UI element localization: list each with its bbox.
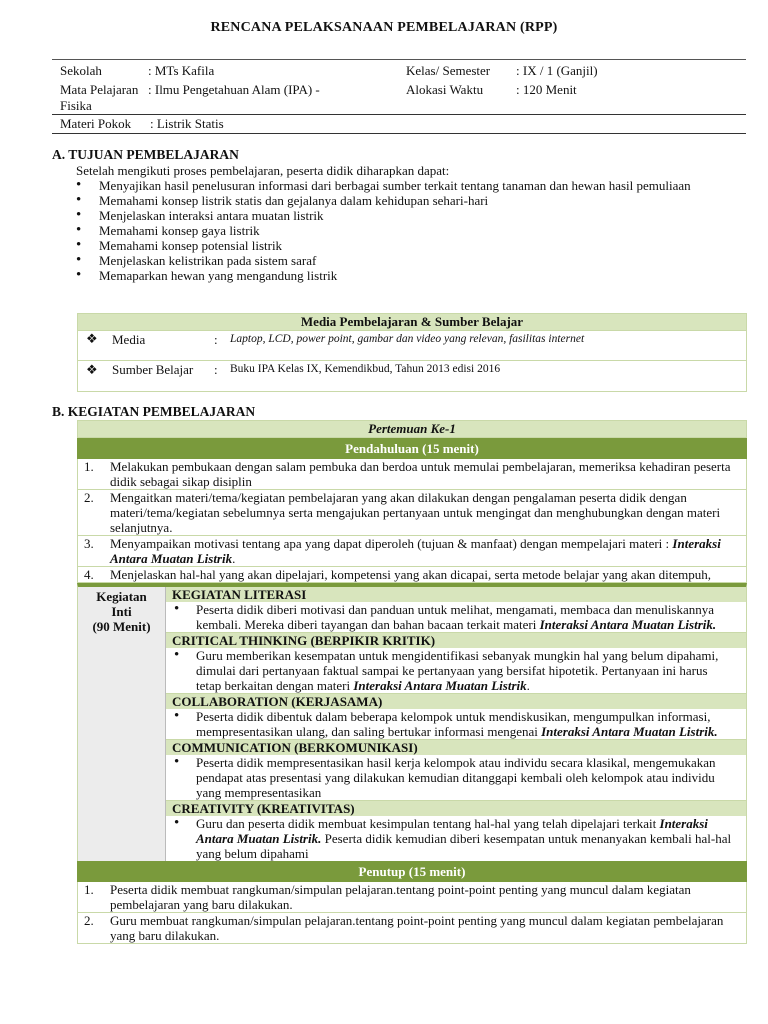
collaboration-text — [166, 709, 746, 740]
kelas-value: : IX / 1 (Ganjil) — [516, 63, 598, 78]
inti-label-line: (90 Menit) — [92, 619, 151, 634]
collaboration-header: COLLABORATION (KERJASAMA) — [166, 694, 746, 709]
sumber-colon: : — [214, 362, 218, 377]
materi-row — [52, 114, 746, 134]
kelas-label: Kelas/ Semester — [406, 63, 491, 78]
item-number: 2. — [84, 913, 94, 928]
sumber-label: Sumber Belajar — [112, 362, 194, 377]
goal-item: • Memahami konsep listrik statis dan gejalanya dalam kehidupan sehari-hari — [76, 193, 756, 208]
kegiatan-inti — [77, 583, 747, 861]
diamond-bullet-icon: ❖ — [86, 362, 98, 377]
inti-label-line: Inti — [111, 604, 132, 619]
pendahuluan-item — [77, 490, 747, 536]
item-text-part: . — [232, 551, 236, 566]
goal-item: • Memahami konsep gaya listrik — [76, 223, 756, 238]
pendahuluan-item — [77, 536, 747, 567]
item-number: 2. — [84, 490, 94, 505]
mapel-label-line2: Fisika — [60, 98, 92, 113]
goal-item: • Memaparkan hewan yang mengandung listrik — [76, 268, 756, 283]
goal-item: • Menjelaskan interaksi antara muatan listrik — [76, 208, 756, 223]
document-title: RENCANA PELAKSANAAN PEMBELAJARAN (RPP) — [210, 20, 558, 35]
mapel-label — [52, 82, 148, 114]
text-part: Guru memberikan kesempatan untuk mengidentifikasi sebanyak mungkin hal yang belum dipahami, dimulai dari pertanyaan faktual sampai ke pertanyaan yang bersifat hipotetik. Pertanyaan ini harus tetap berkaitan dengan materi — [196, 648, 719, 693]
pendahuluan-item — [77, 459, 747, 490]
critical-header: CRITICAL THINKING (BERPIKIR KRITIK) — [166, 633, 746, 648]
goal-item: • Menjelaskan kelistrikan pada sistem saraf — [76, 253, 756, 268]
communication-header: COMMUNICATION (BERKOMUNIKASI) — [166, 740, 746, 755]
inti-body — [166, 587, 746, 861]
sekolah-label: Sekolah — [60, 63, 102, 78]
pertemuan-header: Pertemuan Ke-1 — [77, 420, 747, 438]
item-text-emphasis: Interaksi Antara Muatan Listrik — [110, 536, 721, 566]
text-part: Peserta didik dibentuk dalam beberapa kelompok untuk mendiskusikan, mengumpulkan informasi, mempresentasikan ulang, dan saling bertukar informasi mengenai — [196, 709, 711, 739]
literasi-header: KEGIATAN LITERASI — [166, 587, 746, 602]
text-part: . — [526, 678, 530, 693]
alokasi-value: : 120 Menit — [516, 82, 577, 97]
text-emphasis: Interaksi Antara Muatan Listrik. — [541, 724, 718, 739]
sekolah-value: : MTs Kafila — [148, 63, 215, 78]
penutup-item — [77, 913, 747, 944]
text-emphasis: Interaksi Antara Muatan Listrik — [353, 678, 527, 693]
text-part: Peserta didik diberi motivasi dan panduan untuk melihat, mengamati, membaca dan menuliskannya kembali. Mereka diberi tayangan dan bahan bacaan terkait materi — [196, 602, 715, 632]
sumber-row — [78, 360, 746, 391]
item-text: Peserta didik membuat rangkuman/simpulan pelajaran.tentang point-point penting yang muncul dalam kegiatan pembelajaran yang baru dilakukan. — [110, 882, 691, 912]
section-a-title: A. TUJUAN PEMBELAJARAN — [52, 147, 239, 162]
media-value: Laptop, LCD, power point, gambar dan video yang relevan, fasilitas internet — [230, 333, 585, 345]
identity-table — [52, 59, 746, 114]
communication-text — [166, 755, 746, 801]
media-table — [77, 313, 747, 392]
item-number: 4. — [84, 567, 94, 582]
kegiatan-table — [77, 420, 747, 944]
alokasi-label: Alokasi Waktu — [406, 82, 484, 97]
pendahuluan-header: Pendahuluan (15 menit) — [77, 438, 747, 459]
item-number: 3. — [84, 536, 94, 551]
item-text — [110, 536, 746, 566]
item-number: 1. — [84, 459, 94, 474]
critical-text — [166, 648, 746, 694]
text-part: Peserta didik mempresentasikan hasil kerja kelompok atau individu secara klasikal, mengemukakan pendapat atas presentasi yang dilakukan kemudian ditanggapi kembali oleh kelompok atau individu yang mempresentasikan — [196, 755, 716, 800]
media-label: Media — [112, 332, 146, 347]
goals-list — [76, 178, 756, 283]
item-text: Guru membuat rangkuman/simpulan pelajaran.tentang point-point penting yang muncul dalam kegiatan pembelajaran yang baru dilakukan. — [110, 913, 724, 943]
media-header: Media Pembelajaran & Sumber Belajar — [78, 314, 746, 330]
diamond-bullet-icon: ❖ — [86, 331, 98, 346]
inti-label — [78, 587, 166, 861]
text-part: Guru dan peserta didik membuat kesimpulan tentang hal-hal yang telah dipelajari terkait — [196, 816, 660, 831]
item-text: Menjelaskan hal-hal yang akan dipelajari, kompetensi yang akan dicapai, serta metode belajar yang akan ditempuh, — [110, 567, 712, 582]
media-row — [78, 330, 746, 360]
mapel-value: : Ilmu Pengetahuan Alam (IPA) - — [148, 82, 320, 97]
inti-label-line: Kegiatan — [96, 589, 147, 604]
goal-item: • Menyajikan hasil penelusuran informasi dari berbagai sumber terkait tentang tanaman dan hewan hasil pemuliaan — [76, 178, 756, 193]
item-text: Melakukan pembukaan dengan salam pembuka dan berdoa untuk memulai pembelajaran, memeriksa kehadiran peserta didik sebagai sikap disiplin — [110, 459, 731, 489]
text-emphasis: Interaksi Antara Muatan Listrik. — [539, 617, 717, 632]
literasi-text — [166, 602, 746, 633]
section-b-title: B. KEGIATAN PEMBELAJARAN — [52, 404, 256, 419]
goal-item: • Memahami konsep potensial listrik — [76, 238, 756, 253]
media-colon: : — [214, 332, 218, 347]
creativity-header: CREATIVITY (KREATIVITAS) — [166, 801, 746, 816]
materi-label: Materi Pokok — [60, 116, 132, 131]
mapel-label-line1: Mata Pelajaran — [60, 82, 139, 97]
item-text: Mengaitkan materi/tema/kegiatan pembelajaran yang akan dilakukan dengan pengalaman peserta didik dengan materi/tema/kegiatan sebelumnya serta mengajukan pertanyaan untuk mengingat dan menghubungkan dengan materi selanjutnya. — [110, 490, 721, 535]
materi-value: : Listrik Statis — [150, 116, 224, 131]
pendahuluan-item — [77, 567, 747, 583]
text-part: Peserta didik kemudian diberi kesempatan untuk menanyakan kembali hal-hal yang belum dipahami — [196, 831, 732, 861]
item-text-part: Menyampaikan motivasi tentang apa yang dapat diperoleh (tujuan & manfaat) dengan mempelajari materi : — [110, 536, 673, 551]
creativity-text — [166, 816, 746, 861]
item-number: 1. — [84, 882, 94, 897]
penutup-header: Penutup (15 menit) — [77, 861, 747, 882]
sumber-value: Buku IPA Kelas IX, Kemendikbud, Tahun 2013 edisi 2016 — [230, 363, 501, 375]
text-emphasis: Interaksi Antara Muatan Listrik. — [196, 816, 708, 846]
section-a-intro: Setelah mengikuti proses pembelajaran, peserta didik diharapkan dapat: — [76, 163, 450, 178]
penutup-item — [77, 882, 747, 913]
